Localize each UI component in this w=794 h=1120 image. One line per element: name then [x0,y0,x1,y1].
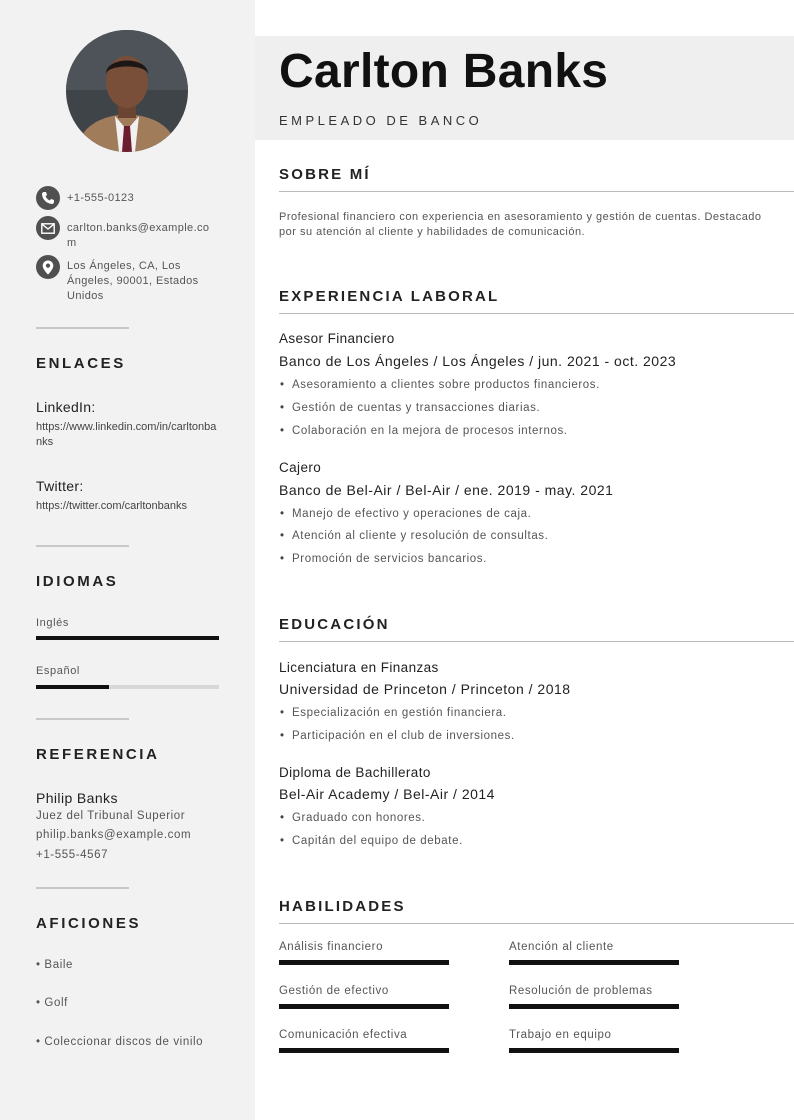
job-bullet: • Atención al cliente y resolución de consultas. [280,530,549,542]
skill-name: Resolución de problemas [509,985,653,997]
skill-name: Trabajo en equipo [509,1029,612,1041]
section-rule [279,191,794,192]
contact-phone [36,186,217,210]
education-entry-subtitle: Universidad de Princeton / Princeton / 2018 [279,681,571,697]
contact-phone-text: +1-555-0123 [67,192,135,204]
reference-phone: +1-555-4567 [36,849,109,861]
hobbies-heading: AFICIONES [36,915,142,932]
education-bullet: • Capitán del equipo de debate. [280,835,463,847]
section-rule [279,313,794,314]
language-level-fill [36,685,109,689]
skill-level-bar [509,1048,679,1053]
twitter-label: Twitter: [36,478,84,494]
job-bullet: • Promoción de servicios bancarios. [280,553,487,565]
sidebar [0,0,255,1120]
linkedin-link[interactable]: https://www.linkedin.com/in/carltonbanks [36,421,217,448]
skill-level-fill [279,1048,449,1053]
contact-address [36,255,217,304]
linkedin-label: LinkedIn: [36,399,96,415]
skill-level-bar [509,960,679,965]
skill-name: Análisis financiero [279,941,384,953]
skill-level-fill [279,960,449,965]
skill-level-bar [279,1048,449,1053]
language-name: Inglés [36,617,69,629]
education-entry-subtitle: Bel-Air Academy / Bel-Air / 2014 [279,786,495,802]
skill-level-fill [509,1004,679,1009]
education-bullet: • Especialización en gestión financiera. [280,707,507,719]
skill-level-fill [509,1048,679,1053]
person-name: Carlton Banks [279,45,609,98]
contact-email-text: carlton.banks@example.com [67,222,210,249]
language-name: Español [36,665,80,677]
reference-heading: REFERENCIA [36,746,160,763]
about-text: Profesional financiero con experiencia en asesoramiento y gestión de cuentas. Destacado por su atención al cliente y habilidades de comunicación. [279,211,762,238]
job-entry-subtitle: Banco de Los Ángeles / Los Ángeles / jun. 2021 - oct. 2023 [279,353,677,369]
divider [36,718,129,720]
reference-name: Philip Banks [36,790,118,806]
skill-level-fill [279,1004,449,1009]
skill-name: Atención al cliente [509,941,614,953]
hobby-item: • Golf [36,997,68,1009]
job-bullet: • Manejo de efectivo y operaciones de caja. [280,508,532,520]
language-level-fill [36,636,219,640]
hobby-item: • Baile [36,959,73,971]
job-title: EMPLEADO DE BANCO [279,113,483,128]
education-entry-title: Diploma de Bachillerato [279,765,431,780]
skill-level-bar [279,960,449,965]
section-rule [279,923,794,924]
section-rule [279,641,794,642]
job-entry-title: Cajero [279,460,322,475]
job-entry-subtitle: Banco de Bel-Air / Bel-Air / ene. 2019 - may. 2021 [279,482,614,498]
contact-address-text: Los Ángeles, CA, Los Ángeles, 90001, Estados Unidos [67,260,199,302]
education-heading: EDUCACIÓN [279,616,390,633]
job-entry-title: Asesor Financiero [279,331,395,346]
job-bullet: • Colaboración en la mejora de procesos internos. [280,425,568,437]
profile-photo [66,30,188,152]
twitter-link[interactable]: https://twitter.com/carltonbanks [36,500,188,512]
phone-icon [36,186,60,210]
skills-heading: HABILIDADES [279,898,406,915]
education-bullet: • Participación en el club de inversiones. [280,730,515,742]
location-icon [36,255,60,279]
reference-role: Juez del Tribunal Superior [36,810,186,822]
links-heading: ENLACES [36,355,126,372]
divider [36,887,129,889]
skill-level-fill [509,960,679,965]
education-bullet: • Graduado con honores. [280,812,426,824]
contact-email [36,216,217,251]
skill-level-bar [279,1004,449,1009]
skill-level-bar [509,1004,679,1009]
mail-icon [36,216,60,240]
skill-name: Gestión de efectivo [279,985,389,997]
language-level-bar [36,685,219,689]
job-bullet: • Asesoramiento a clientes sobre productos financieros. [280,379,600,391]
divider [36,545,129,547]
language-level-bar [36,636,219,640]
education-entry-title: Licenciatura en Finanzas [279,660,439,675]
experience-heading: EXPERIENCIA LABORAL [279,288,500,305]
hobby-item: • Coleccionar discos de vinilo [36,1036,204,1048]
divider [36,327,129,329]
reference-email: philip.banks@example.com [36,829,192,841]
person-photo-icon [66,30,188,152]
skill-name: Comunicación efectiva [279,1029,408,1041]
about-heading: SOBRE MÍ [279,166,371,183]
job-bullet: • Gestión de cuentas y transacciones diarias. [280,402,541,414]
languages-heading: IDIOMAS [36,573,119,590]
